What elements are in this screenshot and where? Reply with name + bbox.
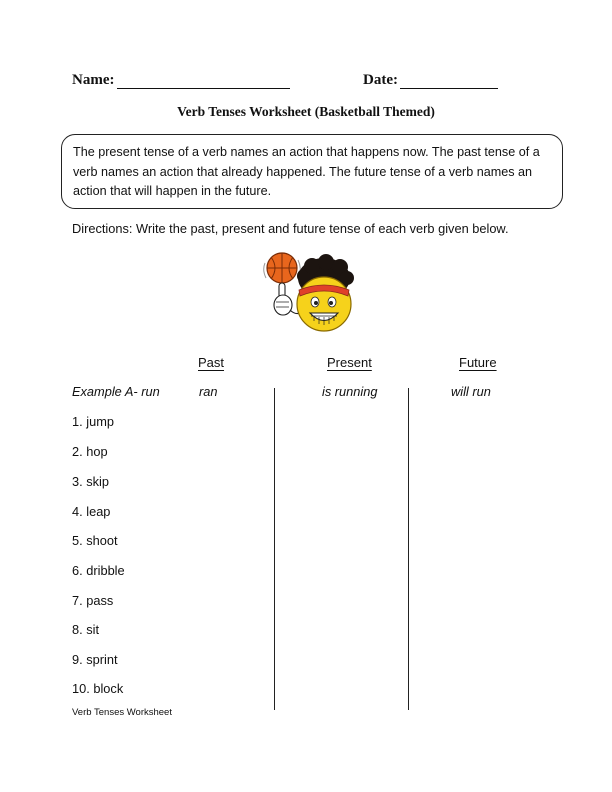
definition-box: [61, 134, 563, 209]
footer-text: Verb Tenses Worksheet: [72, 707, 172, 718]
verb-item: 7. pass: [72, 593, 114, 608]
example-label: Example A- run: [72, 384, 160, 399]
name-label: Name:: [72, 72, 115, 88]
column-divider: [274, 388, 275, 710]
date-field[interactable]: [400, 74, 498, 89]
verb-item: 3. skip: [72, 474, 109, 489]
page-title: Verb Tenses Worksheet (Basketball Themed): [177, 104, 435, 119]
date-label: Date:: [363, 72, 398, 88]
verb-item: 10. block: [72, 681, 124, 696]
column-divider: [408, 388, 409, 710]
example-future: will run: [451, 384, 491, 399]
example-present: is running: [322, 384, 378, 399]
column-header-future: Future: [459, 355, 497, 370]
column-header-past: Past: [198, 355, 225, 370]
column-header-present: Present: [327, 355, 372, 370]
verb-item: 6. dribble: [72, 563, 125, 578]
verb-item: 9. sprint: [72, 652, 118, 667]
basketball-smiley-icon: [262, 250, 358, 340]
verb-item: 4. leap: [72, 504, 111, 519]
definition-text: The present tense of a verb names an action that happens now. The past tense of a verb names an action that already happened. The future tense of a verb names an action that will happen in the future.: [73, 145, 540, 199]
verb-item: 2. hop: [72, 444, 108, 459]
directions-text: Directions: Write the past, present and future tense of each verb given below.: [72, 221, 509, 236]
verb-item: 8. sit: [72, 622, 100, 637]
verb-item: 1. jump: [72, 414, 114, 429]
name-field[interactable]: [117, 74, 290, 89]
verb-item: 5. shoot: [72, 533, 118, 548]
example-past: ran: [199, 384, 218, 399]
